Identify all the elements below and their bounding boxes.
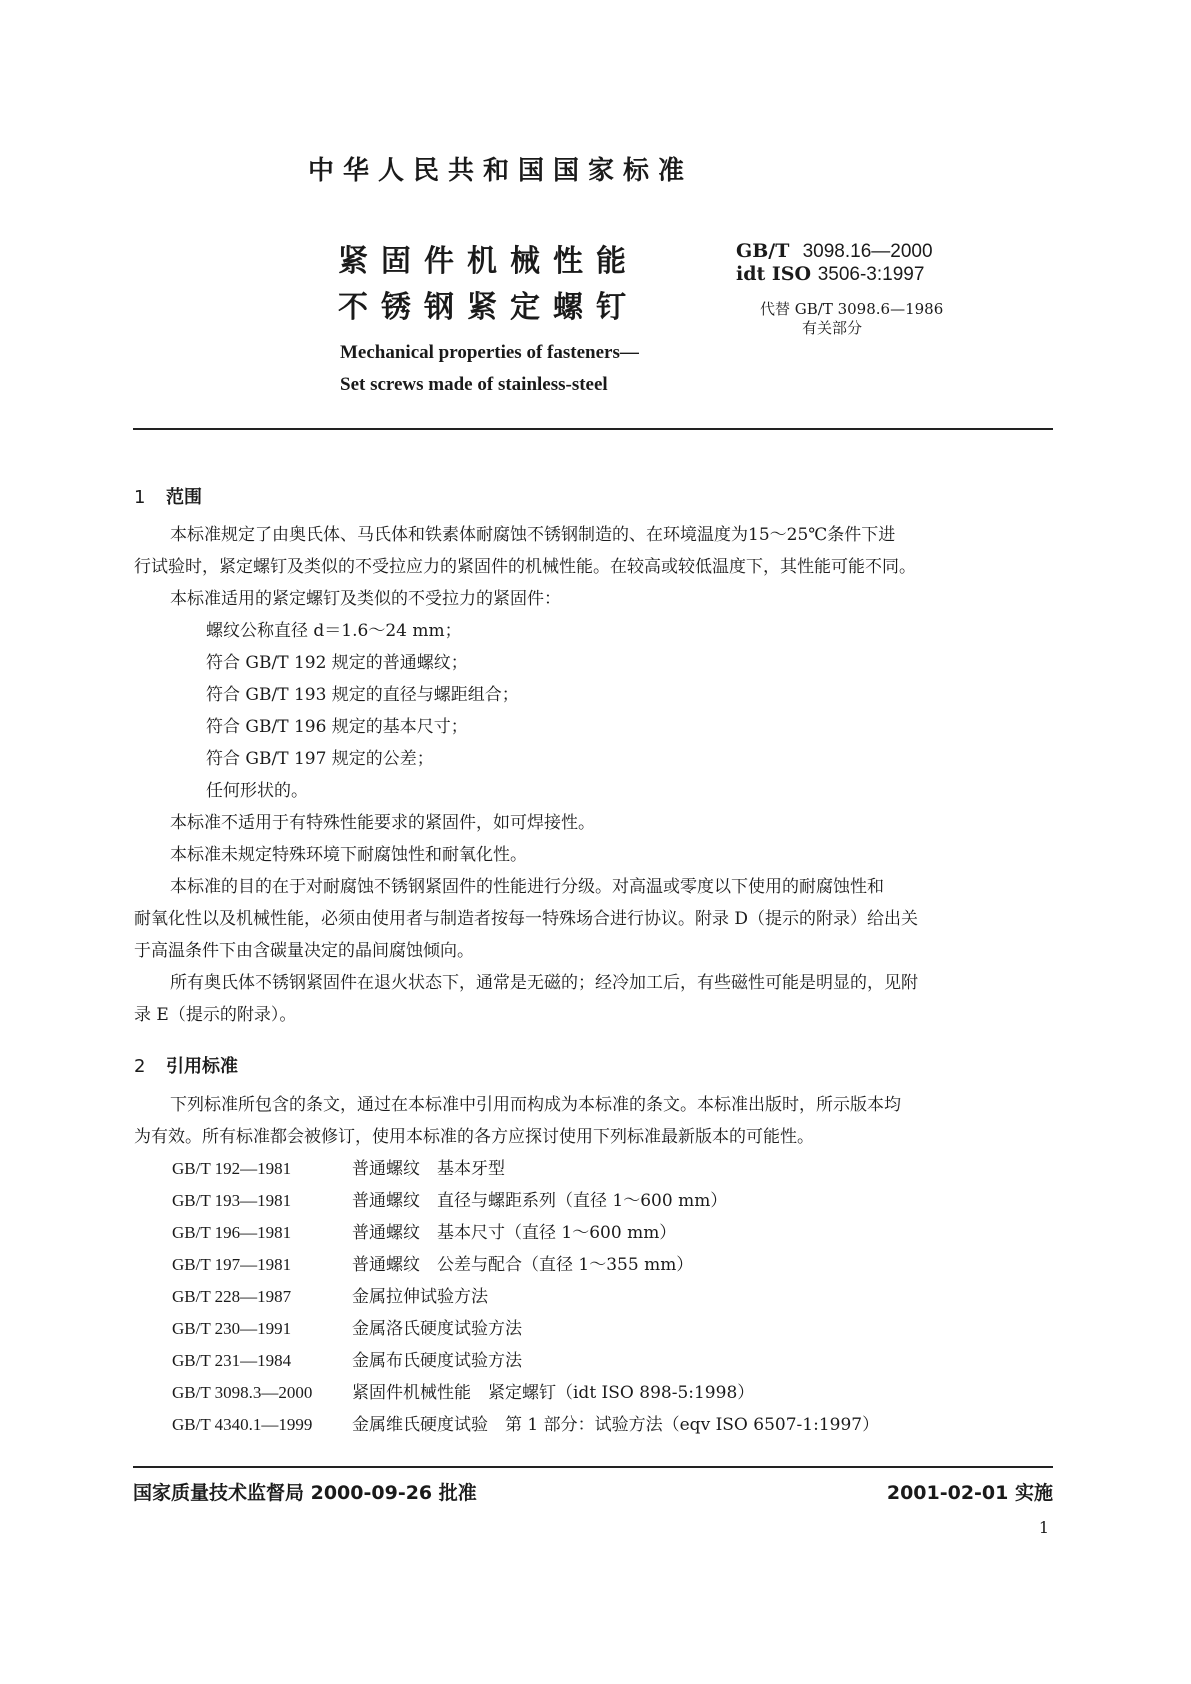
s1-para4: 本标准未规定特殊环境下耐腐蚀性和耐氧化性。 <box>170 845 527 865</box>
idt-number: 3506-3:1997 <box>817 264 925 285</box>
list-item: 符合 GB/T 192 规定的普通螺纹； <box>206 653 468 673</box>
ref-code: GB/T 197—1981 <box>172 1255 292 1274</box>
title-en-line1: Mechanical properties of fasteners— <box>340 342 639 363</box>
title-cn-line1: 紧固件机械性能 <box>338 244 639 279</box>
standard-number-block <box>736 240 933 286</box>
ref-code: GB/T 193—1981 <box>172 1191 292 1210</box>
ref-code: GB/T 196—1981 <box>172 1223 292 1242</box>
s2-para1-line1: 下列标准所包含的条文，通过在本标准中引用而构成为本标准的条文。本标准出版时，所示版本均 <box>170 1095 901 1115</box>
ref-code: GB/T 3098.3—2000 <box>172 1383 313 1402</box>
s1-para6-line1: 所有奥氏体不锈钢紧固件在退火状态下，通常是无磁的；经冷加工后，有些磁性可能是明显的，见附 <box>170 973 918 993</box>
ref-title: 金属维氏硬度试验 第 1 部分：试验方法（eqv ISO 6507-1:1997） <box>352 1415 880 1435</box>
footer-divider <box>133 1466 1053 1468</box>
idt-prefix: idt ISO <box>736 263 812 285</box>
section-title: 范围 <box>166 487 202 508</box>
std-prefix: GB/T <box>736 240 790 262</box>
list-item: 符合 GB/T 193 规定的直径与螺距组合； <box>206 685 519 705</box>
std-number: 3098.16—2000 <box>802 241 933 262</box>
reference-item <box>172 1218 676 1243</box>
ref-code: GB/T 4340.1—1999 <box>172 1415 313 1434</box>
section-number: 2 <box>134 1056 146 1077</box>
s1-para6-line2: 录 E（提示的附录）。 <box>134 1005 297 1025</box>
ref-title: 普通螺纹 直径与螺距系列（直径 1～600 mm） <box>352 1191 728 1211</box>
replaces-line2: 有关部分 <box>802 319 863 337</box>
national-standard-heading: 中华人民共和国国家标准 <box>308 156 694 186</box>
reference-item <box>172 1378 754 1403</box>
reference-item <box>172 1346 522 1371</box>
ref-title: 普通螺纹 公差与配合（直径 1～355 mm） <box>352 1255 694 1275</box>
ref-code: GB/T 228—1987 <box>172 1287 292 1306</box>
replaces-note <box>760 300 943 338</box>
ref-code: GB/T 192—1981 <box>172 1159 292 1178</box>
reference-item <box>172 1186 727 1211</box>
ref-title: 金属布氏硬度试验方法 <box>352 1351 522 1371</box>
reference-item <box>172 1282 488 1307</box>
page-number: 1 <box>1038 1518 1049 1537</box>
s1-para1-line2: 行试验时，紧定螺钉及类似的不受拉应力的紧固件的机械性能。在较高或较低温度下，其性能可能不同。 <box>134 557 916 577</box>
header-divider <box>133 428 1053 430</box>
ref-title: 普通螺纹 基本牙型 <box>352 1159 505 1179</box>
section-number: 1 <box>134 487 146 508</box>
s1-para5-line1: 本标准的目的在于对耐腐蚀不锈钢紧固件的性能进行分级。对高温或零度以下使用的耐腐蚀性和 <box>170 877 884 897</box>
effective-date: 2001-02-01 实施 <box>886 1482 1053 1504</box>
s1-para5-line3: 于高温条件下由含碳量决定的晶间腐蚀倾向。 <box>134 941 474 961</box>
replaces-line1: 代替 GB/T 3098.6—1986 <box>760 300 944 318</box>
list-item: 符合 GB/T 197 规定的公差； <box>206 749 434 769</box>
section-title: 引用标准 <box>166 1056 238 1077</box>
list-item: 任何形状的。 <box>206 781 308 801</box>
ref-code: GB/T 230—1991 <box>172 1319 292 1338</box>
ref-title: 紧固件机械性能 紧定螺钉（idt ISO 898-5:1998） <box>352 1383 755 1403</box>
title-en-line2: Set screws made of stainless-steel <box>340 374 608 395</box>
s2-para1-line2: 为有效。所有标准都会被修订，使用本标准的各方应探讨使用下列标准最新版本的可能性。 <box>134 1127 814 1147</box>
ref-title: 金属洛氏硬度试验方法 <box>352 1319 522 1339</box>
s1-para2: 本标准适用的紧定螺钉及类似的不受拉力的紧固件： <box>170 589 561 609</box>
reference-item <box>172 1154 505 1179</box>
section-2-heading <box>134 1052 238 1078</box>
s1-para5-line2: 耐氧化性以及机械性能，必须由使用者与制造者按每一特殊场合进行协议。附录 D（提示的附录）给出关 <box>134 909 919 929</box>
ref-title: 普通螺纹 基本尺寸（直径 1～600 mm） <box>352 1223 677 1243</box>
reference-item <box>172 1410 879 1435</box>
s1-para3: 本标准不适用于有特殊性能要求的紧固件，如可焊接性。 <box>170 813 595 833</box>
reference-item <box>172 1250 693 1275</box>
approval-date: 国家质量技术监督局 2000-09-26 批准 <box>133 1482 477 1504</box>
ref-code: GB/T 231—1984 <box>172 1351 292 1370</box>
section-1-heading <box>134 483 202 509</box>
reference-item <box>172 1314 522 1339</box>
ref-title: 金属拉伸试验方法 <box>352 1287 488 1307</box>
title-cn-line2: 不锈钢紧定螺钉 <box>338 290 639 325</box>
list-item: 符合 GB/T 196 规定的基本尺寸； <box>206 717 468 737</box>
s1-para1-line1: 本标准规定了由奥氏体、马氏体和铁素体耐腐蚀不锈钢制造的、在环境温度为15～25℃条件下进 <box>170 525 896 545</box>
list-item: 螺纹公称直径 d＝1.6～24 mm； <box>206 621 462 641</box>
